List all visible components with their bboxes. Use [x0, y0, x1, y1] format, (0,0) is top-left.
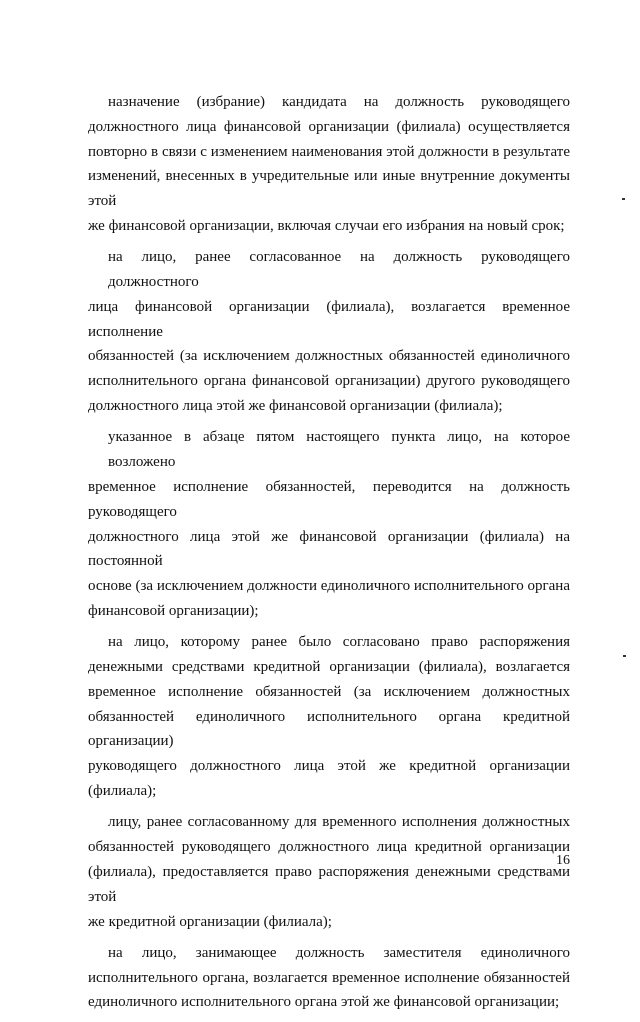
scan-mark: [623, 655, 626, 657]
text-line: исполнительного органа финансовой организации) другого руководящего: [88, 373, 570, 390]
scan-mark: [622, 198, 625, 200]
text-line: повторно в связи с изменением наименования этой должности в результате: [88, 143, 570, 160]
text-line: изменений, внесенных в учредительные или иные внутренние документы этой: [88, 168, 570, 210]
text-line: должностного лица этой же финансовой организации (филиала);: [88, 398, 503, 415]
text-line: должностного лица этой же финансовой организации (филиала) на постоянной: [88, 528, 570, 570]
paragraph: [88, 425, 570, 623]
paragraph: [88, 245, 570, 419]
text-line: исполнительного органа, возлагается временное исполнение обязанностей: [88, 969, 570, 986]
text-line: на лицо, ранее согласованное на должность руководящего должностного: [108, 249, 570, 291]
text-line: (филиала), предоставляется право распоряжения денежными средствами этой: [88, 863, 570, 905]
text-line: временное исполнение обязанностей (за исключением должностных: [88, 683, 570, 700]
text-line: же кредитной организации (филиала);: [88, 913, 332, 930]
text-line: на лицо, занимающее должность заместителя единоличного: [108, 944, 570, 961]
text-line: денежными средствами кредитной организации (филиала), возлагается: [88, 659, 570, 676]
paragraph: [88, 941, 570, 1015]
text-line: единоличного исполнительного органа этой же финансовой организации;: [88, 994, 560, 1011]
text-line: временное исполнение обязанностей, переводится на должность руководящего: [88, 478, 570, 520]
text-line: на лицо, которому ранее было согласовано право распоряжения: [108, 634, 570, 651]
text-line: обязанностей (за исключением должностных обязанностей единоличного: [88, 348, 570, 365]
text-line: лица финансовой организации (филиала), возлагается временное исполнение: [88, 298, 570, 340]
document-body: [88, 90, 570, 1022]
text-line: основе (за исключением должности единоличного исполнительного органа: [88, 578, 570, 595]
text-line: руководящего должностного лица этой же кредитной организации (филиала);: [88, 758, 570, 800]
text-line: финансовой организации);: [88, 602, 259, 619]
text-line: указанное в абзаце пятом настоящего пункта лицо, на которое возложено: [108, 429, 570, 471]
paragraph: [88, 630, 570, 804]
text-line: лицу, ранее согласованному для временного исполнения должностных: [108, 814, 570, 831]
text-line: обязанностей руководящего должностного лица кредитной организации: [88, 839, 570, 856]
text-line: назначение (избрание) кандидата на должность руководящего: [108, 94, 570, 110]
page-number: 16: [556, 853, 570, 868]
paragraph: [88, 810, 570, 934]
paragraph: [88, 90, 570, 239]
text-line: же финансовой организации, включая случаи его избрания на новый срок;: [88, 217, 565, 234]
text-line: должностного лица финансовой организации (филиала) осуществляется: [88, 118, 570, 135]
text-line: обязанностей единоличного исполнительного органа кредитной организации): [88, 708, 570, 750]
